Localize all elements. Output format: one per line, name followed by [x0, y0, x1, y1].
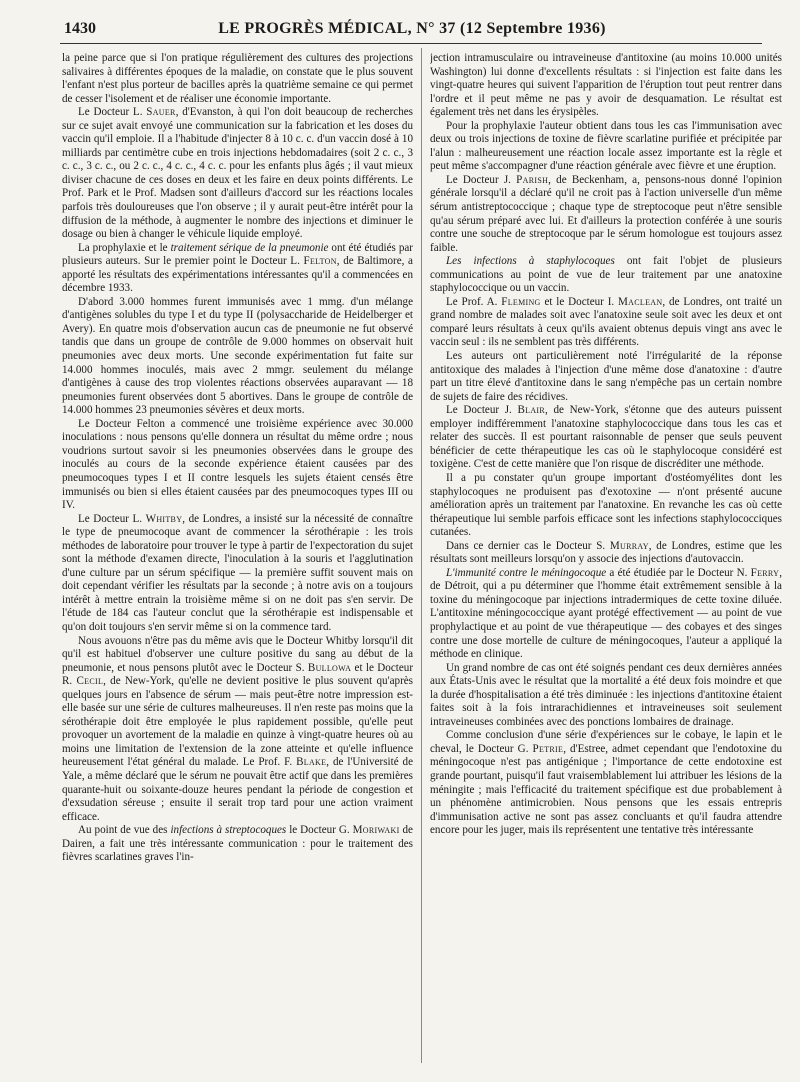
paragraph: la peine parce que si l'on pratique régulièrement des cultures des projections salivaires à différentes époques de la maladie, on constate que le plus souvent l'enfant n'est plus porteur de bacilles après la quatrième semaine ce qui permet de cesser l'isolement et de réaliser une économie importante. [62, 52, 413, 105]
paragraph: Les infections à staphylocoques ont fait l'objet de plusieurs communications au point de vue de leur traitement par une anatoxine staphylococcique ou un vaccin. [430, 255, 782, 295]
paragraph: Le Docteur Felton a commencé une troisième expérience avec 30.000 inoculations : nous pensons qu'elle donnera un résultat du même ordre ; nous voudrions surtout savoir si les pneumonies observées dans le groupe des inoculés au cours de la seconde expérience étaient causées par des pneumocoques types I et II contre lesquels les sujets étaient censés être immunisés ou bien si elles étaient causées par des pneumocoques types III ou IV. [62, 417, 413, 512]
paragraph: jection intramusculaire ou intraveineuse d'antitoxine (au moins 10.000 unités Washington) lui donne d'excellents résultats : si l'injection est faite dans les vingt-quatre heures qui suivent l'apparition de l'éruption tout peut rentrer dans l'ordre et il peut même ne pas y avoir de desquamation. Le résultat est également très net dans les érysipèles. [430, 52, 782, 119]
paragraph: L'immunité contre le méningocoque a été étudiée par le Docteur N. Ferry, de Détroit, qui a pu déterminer que l'homme était extrêmement sensible à la toxine du méningocoque par injections intradermiques de cette toxine diluée. L'antitoxine méningococcique ayant protégé effectivement — au point de vue prophylactique et au point de vue thérapeutique — des cobayes et des singes contre une dose mortelle de culture de méningocoques, l'auteur a appliqué la méthode en clinique. [430, 566, 782, 661]
paragraph: Le Docteur J. Blair, de New-York, s'étonne que des auteurs puissent employer indifféremment l'anatoxine staphylococcique dans tous les cas et relater des succès. Il est pourtant raisonnable de penser que seuls peuvent bénéficier de cette thérapeutique les cas où le staphylocoque considéré est toxigène. C'est de cette manière que l'on risque de discréditer une méthode. [430, 404, 782, 471]
paragraph: Le Prof. A. Fleming et le Docteur I. Maclean, de Londres, ont traité un grand nombre de malades soit avec l'anatoxine seule soit avec les deux et ont comparé leurs résultats à ceux qu'ils avaient obtenus depuis vingt ans avec le vaccin seul : ils ne semblent pas très différents. [430, 295, 782, 349]
paragraph: Comme conclusion d'une série d'expériences sur le cobaye, le lapin et le cheval, le Docteur G. Petrie, d'Estree, admet cependant que l'endotoxine du méningocoque n'est pas antigénique ; l'importance de cette endotoxine est grande pourtant, puisqu'il faut vraisemblablement lui attribuer les lésions de la méningite ; mais l'efficacité du traitement spécifique est due probablement à un phénomène antimicrobien. Nous pensons que les essais entrepris d'immunisation active ne sont pas assez concluants et qu'il faudra attendre encore pour les juger, mais ils représentent une tentative très intéressante [430, 729, 782, 837]
column-divider [421, 48, 422, 1063]
paragraph: Au point de vue des infections à streptocoques le Docteur G. Moriwaki de Dairen, a fait une très intéressante communication : pour le traitement des fièvres scarlatines graves l'in- [62, 824, 413, 864]
journal-title: LE PROGRÈS MÉDICAL, N° 37 (12 Septembre 1936) [218, 20, 606, 37]
left-column [62, 52, 413, 1064]
paragraph: Il a pu constater qu'un groupe important d'ostéomyélites dont les staphylocoques ne produisent pas d'exotoxine — n'ont présenté aucune amélioration après un traitement par l'anatoxine. En revanche les cas où cette thérapeutique lui semble parfois efficace sont les infections staphylococciques cutanées. [430, 471, 782, 539]
paragraph: Les auteurs ont particulièrement noté l'irrégularité de la réponse antitoxique des malades à l'injection d'une même dose d'anatoxine : d'autre part un titre élevé d'antitoxine dans le sang n'empêche pas un certain nombre de sujets de faire des récidives. [430, 350, 782, 403]
paragraph: Pour la prophylaxie l'auteur obtient dans tous les cas l'immunisation avec deux ou trois injections de toxine de fièvre scarlatine purifiée et précipitée par l'alun : malheureusement une réaction locale assez importante est la règle et peut même s'accompagner d'une réaction générale avec fièvre et une éruption. [430, 119, 782, 173]
paragraph: Le Docteur L. Sauer, d'Evanston, à qui l'on doit beaucoup de recherches sur ce sujet avait envoyé une communication sur la fabrication et les doses du vaccin qu'il emploie. Il a l'habitude d'injecter 8 à 10 c. c. d'un vaccin dosé à 10 milliards par centimètre cube en trois injections hebdomadaires (soit 2 c. c., 3 c. c., 3 c. c., ou 2 c. c., 4 c. c., 4 c. c. pour les enfants plus âgés ; il vaut mieux diviser chacune de ces doses en deux et les faire en deux points différents. Le Prof. Park et le Prof. Madsen sont d'ailleurs d'accord sur les réactions locales parfois très douloureuses que l'on observe ; il y aurait peut-être intérêt pour la diffusion de la méthode, à augmenter le nombre des injections et diminuer le dosage ou bien à changer le véhicule liquide employé. [62, 106, 413, 241]
right-column [430, 52, 782, 1064]
page-header [64, 20, 760, 42]
paragraph: Nous avouons n'être pas du même avis que le Docteur Whitby lorsqu'il dit qu'il est habituel d'observer une culture positive du sang au début de la pneumonie, et nous pensons plutôt avec le Docteur S. Bullowa et le Docteur R. Cecil, de New-York, qu'elle ne devient positive le plus souvent qu'après quelques jours en l'absence de sérum — mais peut-être notre impression est-elle basée sur une série de cultures malheureuses. Il n'en reste pas moins que la sérothérapie doit être employée le plus rapidement possible, qu'elle peut provoquer un avortement de la maladie en quinze à vingt-quatre heures où au moins une limitation de l'extension de la zone atteinte et qu'elle influence heureusement l'état général du malade. Le Prof. F. Blake, de l'Université de Yale, a même déclaré que le sérum ne pouvait être actif que dans les premières quarante-huit ou soixante-douze heures pendant la période de congestion et d'exsudation séreuse ; ensuite il serait trop tard pour une action vraiment efficace. [62, 634, 413, 823]
paragraph: Le Docteur L. Whitby, de Londres, a insisté sur la nécessité de connaître le type de pneumocoque avant de commencer la sérothérapie : les trois méthodes de laboratoire pour trouver le type à partir de l'expectoration du sujet sont la méthode d'examen directe, l'inoculation à la souris et l'agglutination d'une culture par un sérum spécifique — la première suffit souvent mais on doit cependant vérifier les résultats par la seconde ; à notre avis on a toujours intérêt à mettre entrain la troisième même si on ne doit pas s'en servir. De l'étude de 184 cas l'auteur conclut que la sérothérapie est indispensable et qu'on doit toujours s'en servir même si on la commence tard. [62, 512, 413, 633]
paragraph: Un grand nombre de cas ont été soignés pendant ces deux dernières années aux États-Unis avec le résultat que la mortalité a été deux fois moindre et que la durée d'hospitalisation a été très diminuée : les injections d'antitoxine étaient faites soit à la fois intrarachidiennes et intraveineuses soit seulement intraveineuses combinées avec des ponctions lombaires de drainage. [430, 661, 782, 728]
page-number: 1430 [64, 20, 96, 37]
header-rule [60, 43, 762, 44]
paragraph: Le Docteur J. Parish, de Beckenham, a, pensons-nous donné l'opinion générale lorsqu'il a déclaré qu'il ne croit pas à l'action universelle d'un même sérum antistreptococcique ; chaque type de streptocoque peut n'être sensible qu'au sérum préparé avec lui. Et d'ailleurs la protection conférée à une souris contre une souche de streptocoque par le sérum homologue est toujours assez faible. [430, 173, 782, 254]
paragraph: D'abord 3.000 hommes furent immunisés avec 1 mmg. d'un mélange d'antigènes solubles du type I et du type II (polysaccharide de Heidelberger et Avery). En quatre mois d'observation aucun cas de pneumonie ne fut observé tandis que dans un groupe de contrôle de 9.000 hommes on observait huit pneumonies avec deux morts. Une seconde expérimentation fut faite sur 14.000 hommes inoculés, mais avec 2 mmgr. seulement du mélange d'antigènes à cause des trop violentes réactions observées auparavant — 18 pneumonies furent observées dont 5 abortives. Dans le groupe de contrôle de 14.000 hommes 23 pneumonies sévères et deux morts. [62, 295, 413, 417]
paragraph: La prophylaxie et le traitement sérique de la pneumonie ont été étudiés par plusieurs auteurs. Sur le premier point le Docteur L. Felton, de Baltimore, a apporté les résultats des expérimentations intéressantes qu'il a commencées en décembre 1933. [62, 241, 413, 295]
paragraph: Dans ce dernier cas le Docteur S. Murray, de Londres, estime que les résultats sont meilleurs lorsqu'on y associe des injections d'autovaccin. [430, 539, 782, 566]
